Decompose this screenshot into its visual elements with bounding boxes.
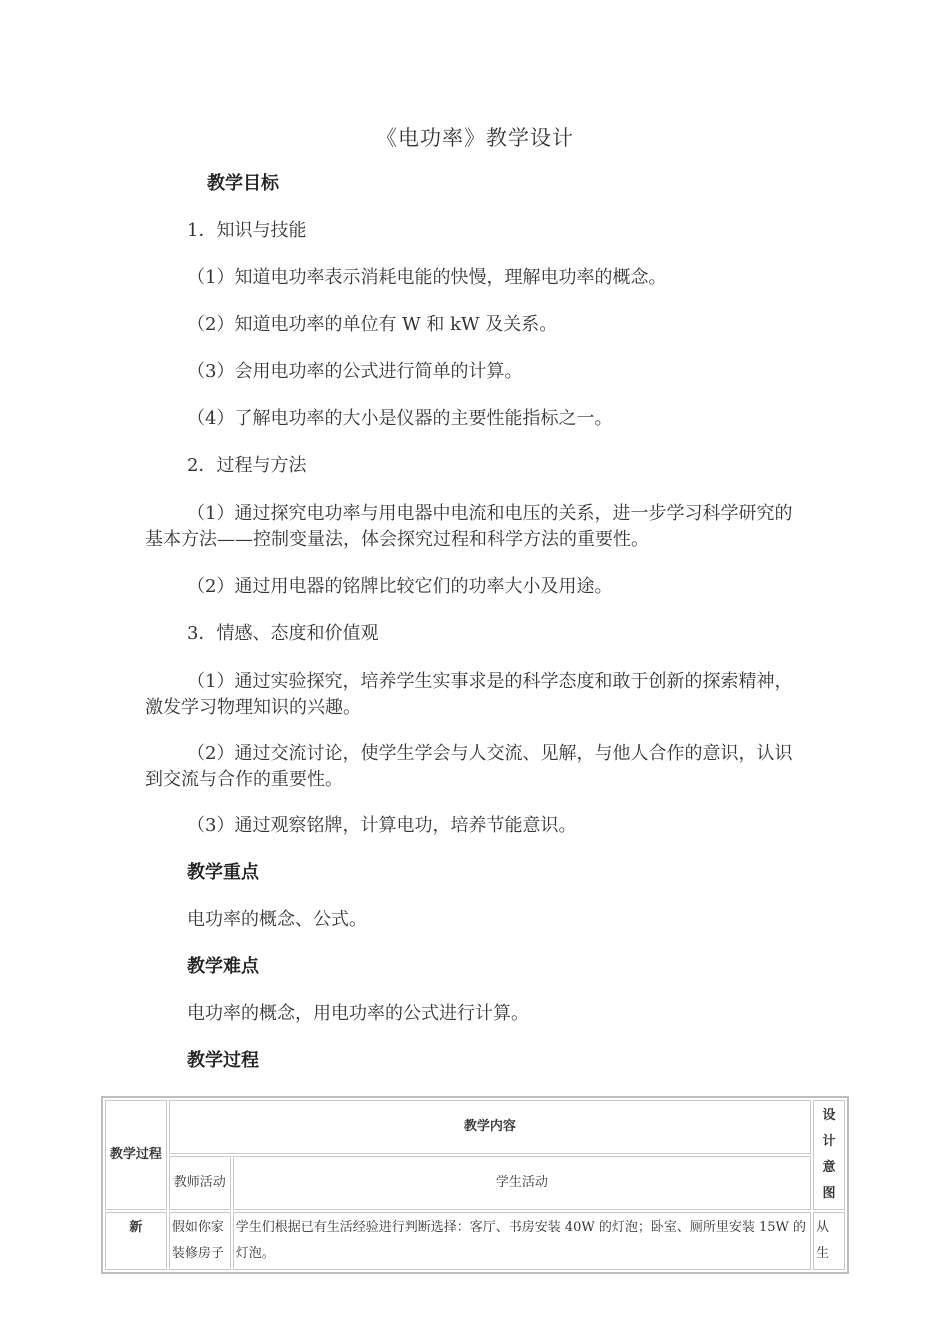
process-heading: 教学过程 — [187, 1050, 259, 1071]
table-row — [105, 1212, 845, 1270]
objective-item: （3）通过观察铭牌，计算电功，培养节能意识。 — [187, 815, 577, 836]
objective-item: （2）通过交流讨论，使学生学会与人交流、见解，与他人合作的意识，认识到交流与合作的重要性。 — [145, 743, 793, 790]
objective-item: （1）通过探究电功率与用电器中电流和电压的关系，进一步学习科学研究的基本方法——控制变量法，体会探究过程和科学方法的重要性。 — [145, 503, 793, 550]
section-process-method: 2．过程与方法 — [187, 455, 307, 476]
section-knowledge-skills: 1．知识与技能 — [187, 220, 307, 241]
cell-teacher-activity: 假如你家装修房子 — [169, 1212, 231, 1270]
objective-item: （2）知道电功率的单位有 W 和 kW 及关系。 — [187, 314, 558, 335]
objective-item: （2）通过用电器的铭牌比较它们的功率大小及用途。 — [187, 576, 613, 597]
section-attitude-values: 3．情感、态度和价值观 — [187, 623, 379, 644]
objective-item: （1）通过实验探究，培养学生实事求是的科学态度和敢于创新的探索精神，激发学习物理知识的兴趣。 — [145, 671, 793, 718]
key-point-text: 电功率的概念、公式。 — [187, 909, 367, 930]
objective-item: （3）会用电功率的公式进行简单的计算。 — [187, 361, 523, 382]
header-process: 教学过程 — [105, 1100, 167, 1210]
objective-item: （1）知道电功率表示消耗电能的快慢，理解电功率的概念。 — [187, 267, 667, 288]
difficulty-text: 电功率的概念，用电功率的公式进行计算。 — [187, 1003, 529, 1024]
header-content: 教学内容 — [169, 1100, 811, 1154]
header-student-activity: 学生活动 — [233, 1156, 811, 1210]
table-subheader-row — [105, 1156, 845, 1210]
teaching-process-table — [101, 1096, 849, 1274]
cell-student-activity: 学生们根据已有生活经验进行判断选择：客厅、书房安装 40W 的灯泡；卧室、厕所里安装 15W 的灯泡。 — [233, 1212, 811, 1270]
header-intent: 设计意图 — [813, 1100, 845, 1210]
key-point-heading: 教学重点 — [187, 862, 259, 883]
objective-item: （4）了解电功率的大小是仪器的主要性能指标之一。 — [187, 408, 613, 429]
cell-intent: 从生 — [813, 1212, 845, 1270]
objectives-heading: 教学目标 — [207, 173, 279, 194]
cell-stage: 新 — [105, 1212, 167, 1270]
difficulty-heading: 教学难点 — [187, 956, 259, 977]
table-header-row — [105, 1100, 845, 1154]
page-title: 《电功率》教学设计 — [376, 126, 574, 150]
header-teacher-activity: 教师活动 — [169, 1156, 231, 1210]
